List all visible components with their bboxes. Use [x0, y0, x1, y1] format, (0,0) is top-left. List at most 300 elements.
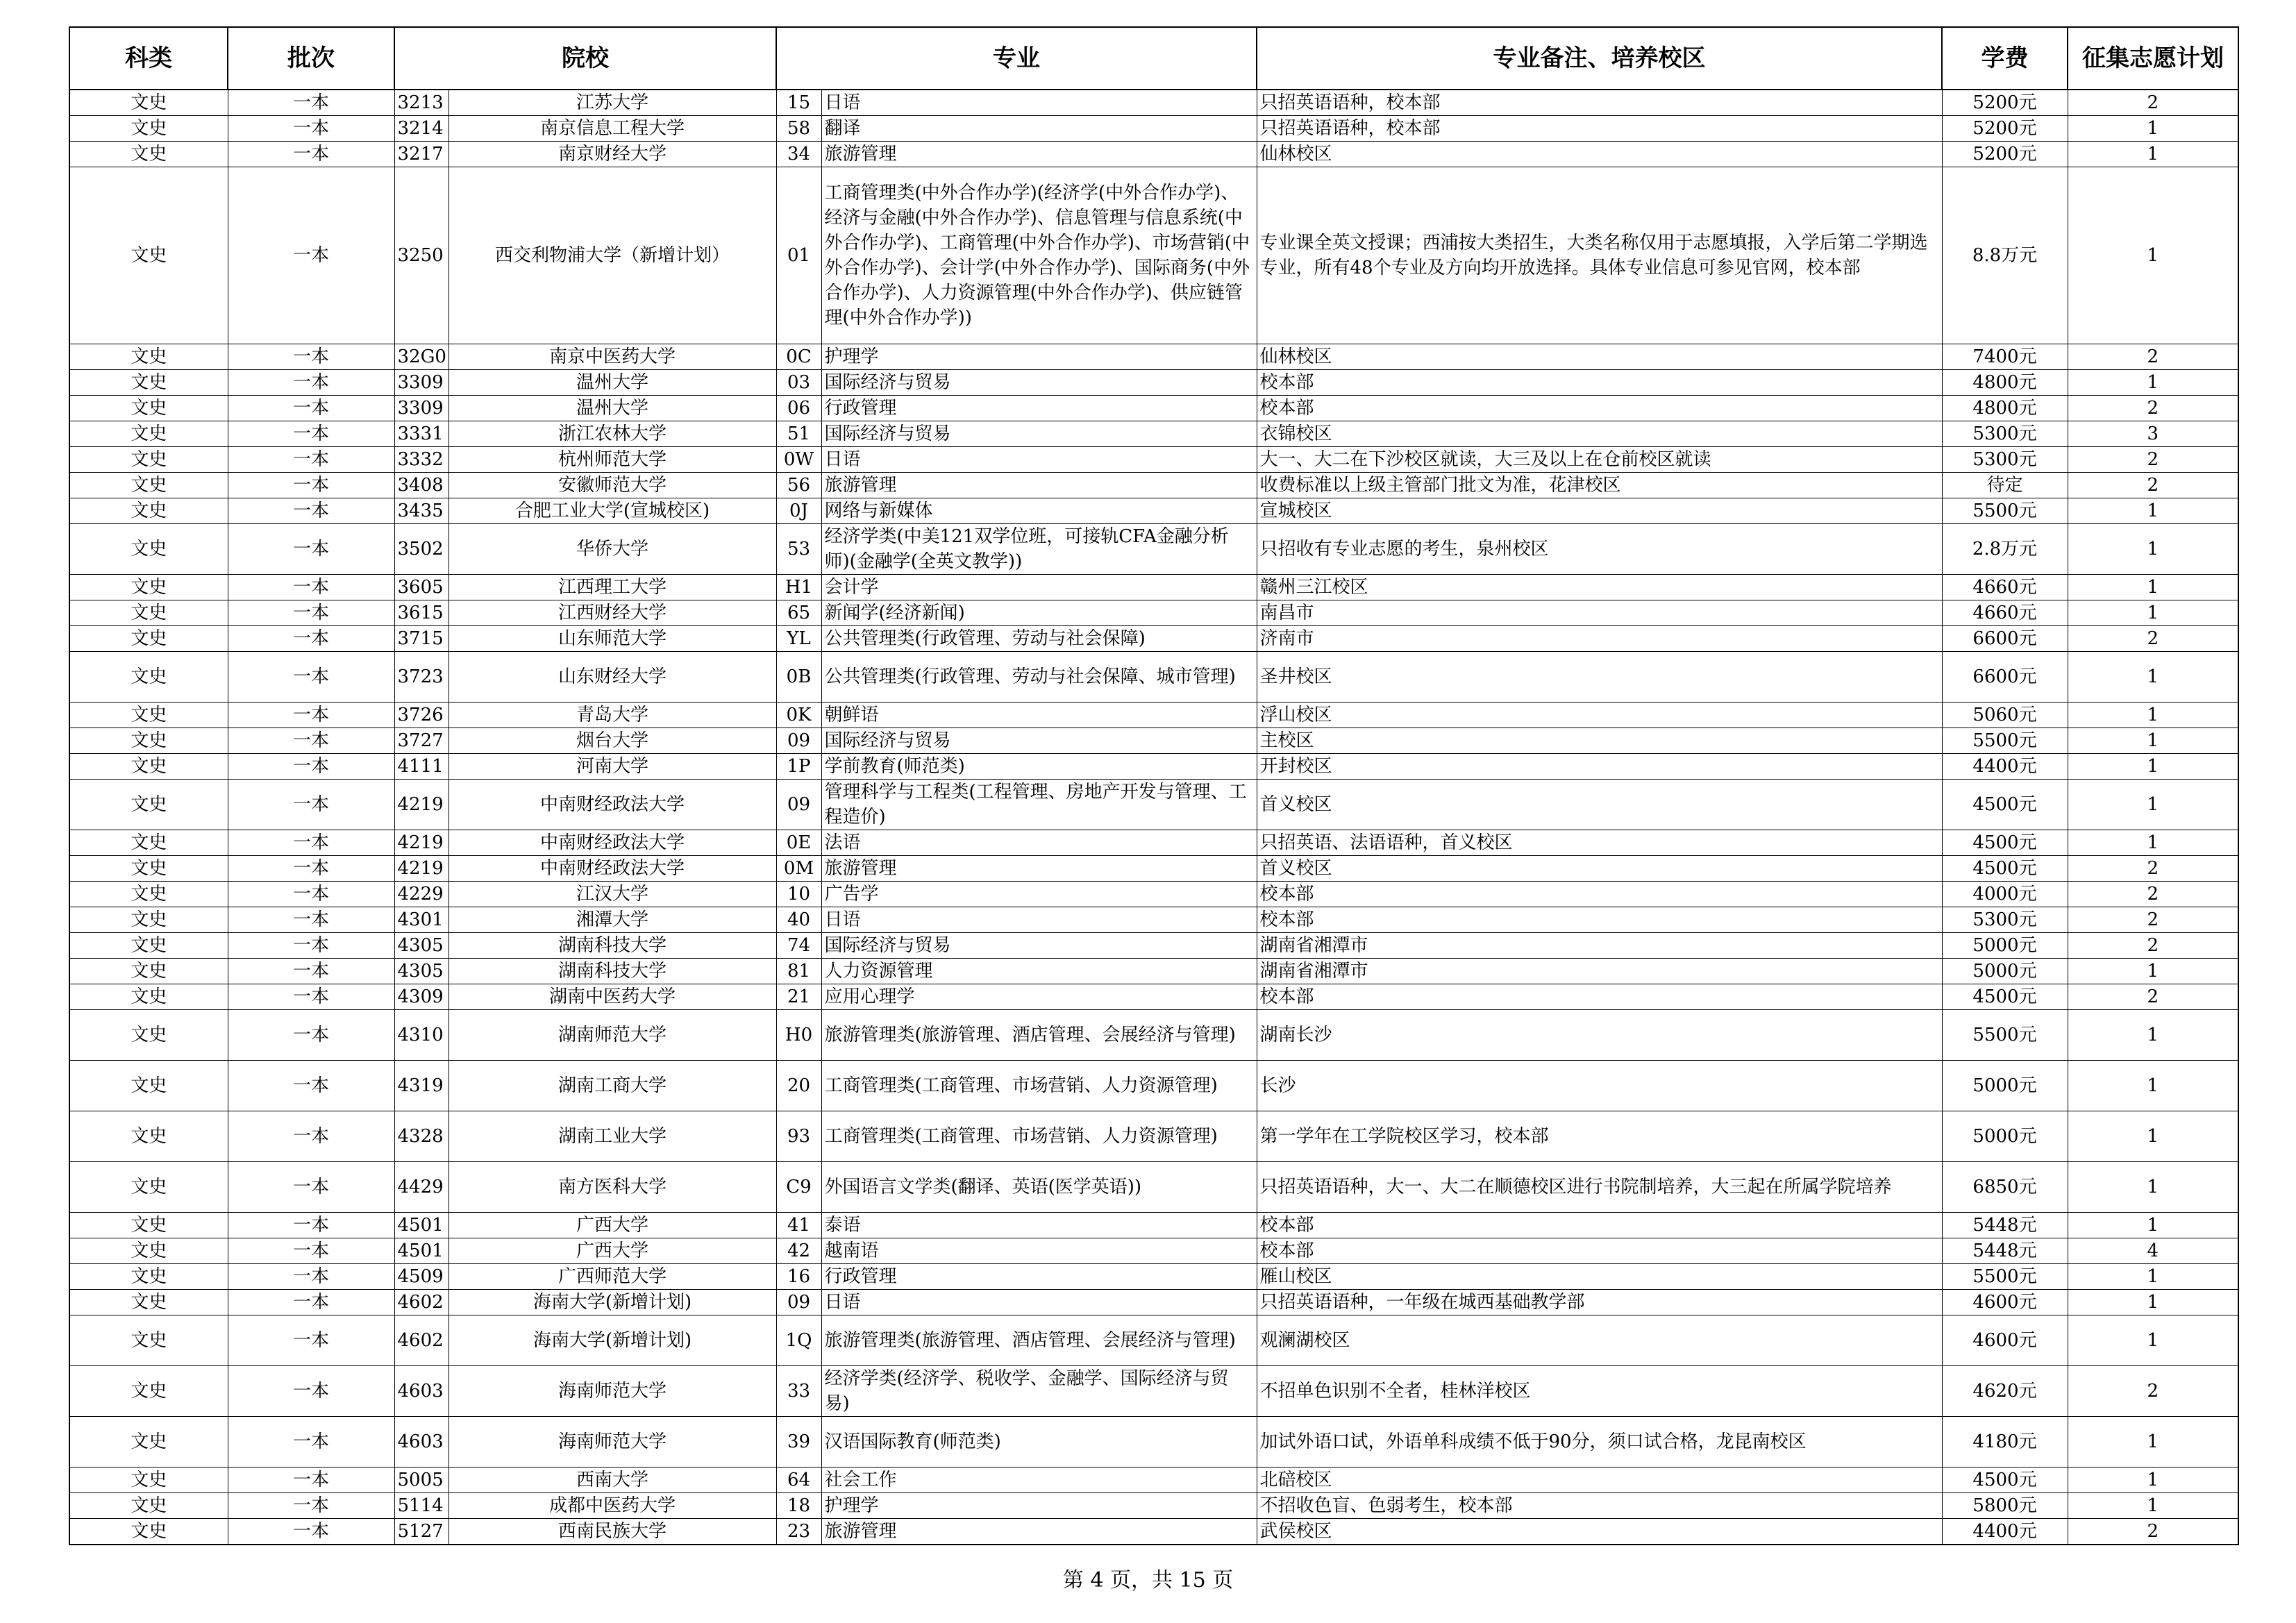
major-name-cell: 管理科学与工程类(工程管理、房地产开发与管理、工程造价)	[821, 780, 1257, 830]
school-name-cell: 广西师范大学	[449, 1264, 776, 1290]
school-name-cell: 温州大学	[449, 396, 776, 421]
batch-cell: 一本	[228, 1493, 394, 1519]
school-code-cell: 3726	[394, 703, 449, 728]
fee-cell: 4660元	[1942, 600, 2068, 626]
table-row	[69, 856, 2238, 882]
category-cell: 文史	[69, 90, 228, 116]
plan-count-cell: 1	[2068, 1417, 2238, 1468]
plan-count-cell: 1	[2068, 1493, 2238, 1519]
table-row	[69, 1010, 2238, 1061]
batch-cell: 一本	[228, 1366, 394, 1417]
major-code-cell: 39	[776, 1417, 821, 1468]
plan-count-cell: 2	[2068, 626, 2238, 652]
school-name-cell: 华侨大学	[449, 524, 776, 575]
school-code-cell: 4310	[394, 1010, 449, 1061]
major-note-cell: 校本部	[1257, 396, 1942, 421]
batch-cell: 一本	[228, 90, 394, 116]
table-row	[69, 447, 2238, 473]
fee-cell: 4500元	[1942, 1468, 2068, 1493]
major-code-cell: 09	[776, 1290, 821, 1315]
major-note-cell: 武侯校区	[1257, 1519, 1942, 1545]
school-name-cell: 江西财经大学	[449, 600, 776, 626]
major-note-cell: 圣井校区	[1257, 652, 1942, 703]
major-name-cell: 旅游管理	[821, 1519, 1257, 1545]
school-name-cell: 山东师范大学	[449, 626, 776, 652]
fee-cell: 5200元	[1942, 142, 2068, 167]
table-row	[69, 933, 2238, 959]
major-code-cell: 51	[776, 421, 821, 447]
batch-cell: 一本	[228, 396, 394, 421]
category-cell: 文史	[69, 473, 228, 498]
batch-cell: 一本	[228, 1111, 394, 1162]
school-code-cell: 3715	[394, 626, 449, 652]
batch-cell: 一本	[228, 600, 394, 626]
major-note-cell: 只招英语语种，校本部	[1257, 90, 1942, 116]
major-note-cell: 观澜湖校区	[1257, 1315, 1942, 1366]
plan-count-cell: 1	[2068, 754, 2238, 780]
category-cell: 文史	[69, 1264, 228, 1290]
school-code-cell: 3435	[394, 498, 449, 524]
fee-cell: 4500元	[1942, 780, 2068, 830]
school-code-cell: 3332	[394, 447, 449, 473]
fee-cell: 5448元	[1942, 1213, 2068, 1238]
category-cell: 文史	[69, 396, 228, 421]
school-name-cell: 合肥工业大学(宣城校区)	[449, 498, 776, 524]
school-name-cell: 湖南中医药大学	[449, 984, 776, 1010]
major-code-cell: 09	[776, 780, 821, 830]
plan-count-cell: 1	[2068, 167, 2238, 344]
page-footer: 第 4 页，共 15 页	[1062, 1568, 1234, 1592]
major-note-cell: 浮山校区	[1257, 703, 1942, 728]
table-row	[69, 1366, 2238, 1417]
batch-cell: 一本	[228, 1315, 394, 1366]
category-cell: 文史	[69, 652, 228, 703]
plan-count-cell: 2	[2068, 984, 2238, 1010]
major-code-cell: 0E	[776, 830, 821, 856]
major-code-cell: 0K	[776, 703, 821, 728]
plan-count-cell: 1	[2068, 1264, 2238, 1290]
batch-cell: 一本	[228, 830, 394, 856]
category-cell: 文史	[69, 498, 228, 524]
table-row	[69, 1417, 2238, 1468]
major-code-cell: 34	[776, 142, 821, 167]
school-code-cell: 4305	[394, 933, 449, 959]
table-row	[69, 142, 2238, 167]
school-code-cell: 32G0	[394, 344, 449, 370]
plan-count-cell: 1	[2068, 1213, 2238, 1238]
table-row	[69, 1162, 2238, 1213]
fee-cell: 5800元	[1942, 1493, 2068, 1519]
batch-cell: 一本	[228, 498, 394, 524]
major-note-cell: 首义校区	[1257, 780, 1942, 830]
category-cell: 文史	[69, 1315, 228, 1366]
major-name-cell: 旅游管理	[821, 856, 1257, 882]
school-code-cell: 4305	[394, 959, 449, 984]
fee-cell: 5000元	[1942, 933, 2068, 959]
category-cell: 文史	[69, 575, 228, 600]
major-code-cell: 10	[776, 882, 821, 907]
batch-cell: 一本	[228, 167, 394, 344]
major-note-cell: 只招英语语种，一年级在城西基础教学部	[1257, 1290, 1942, 1315]
school-name-cell: 江西理工大学	[449, 575, 776, 600]
category-cell: 文史	[69, 1111, 228, 1162]
school-name-cell: 中南财经政法大学	[449, 830, 776, 856]
header-school: 院校	[394, 27, 776, 90]
major-code-cell: 33	[776, 1366, 821, 1417]
school-name-cell: 西南大学	[449, 1468, 776, 1493]
batch-cell: 一本	[228, 1417, 394, 1468]
table-row	[69, 1315, 2238, 1366]
major-note-cell: 湖南省湘潭市	[1257, 933, 1942, 959]
school-code-cell: 5114	[394, 1493, 449, 1519]
major-name-cell: 汉语国际教育(师范类)	[821, 1417, 1257, 1468]
school-code-cell: 4219	[394, 780, 449, 830]
plan-count-cell: 1	[2068, 1010, 2238, 1061]
table-row	[69, 652, 2238, 703]
plan-count-cell: 1	[2068, 1468, 2238, 1493]
table-row	[69, 473, 2238, 498]
plan-count-cell: 2	[2068, 856, 2238, 882]
major-code-cell: 42	[776, 1238, 821, 1264]
batch-cell: 一本	[228, 421, 394, 447]
category-cell: 文史	[69, 116, 228, 142]
plan-count-cell: 2	[2068, 396, 2238, 421]
school-name-cell: 烟台大学	[449, 728, 776, 754]
plan-count-cell: 1	[2068, 142, 2238, 167]
major-name-cell: 法语	[821, 830, 1257, 856]
fee-cell: 6600元	[1942, 626, 2068, 652]
school-code-cell: 4603	[394, 1417, 449, 1468]
school-name-cell: 西交利物浦大学（新增计划）	[449, 167, 776, 344]
major-name-cell: 应用心理学	[821, 984, 1257, 1010]
major-note-cell: 只招收有专业志愿的考生，泉州校区	[1257, 524, 1942, 575]
plan-count-cell: 1	[2068, 1290, 2238, 1315]
fee-cell: 4500元	[1942, 984, 2068, 1010]
major-note-cell: 济南市	[1257, 626, 1942, 652]
category-cell: 文史	[69, 984, 228, 1010]
table-row	[69, 1493, 2238, 1519]
major-name-cell: 越南语	[821, 1238, 1257, 1264]
major-code-cell: 0J	[776, 498, 821, 524]
category-cell: 文史	[69, 421, 228, 447]
school-name-cell: 海南师范大学	[449, 1366, 776, 1417]
category-cell: 文史	[69, 1468, 228, 1493]
school-name-cell: 南京信息工程大学	[449, 116, 776, 142]
plan-count-cell: 2	[2068, 1519, 2238, 1545]
major-code-cell: 15	[776, 90, 821, 116]
plan-count-cell: 2	[2068, 447, 2238, 473]
category-cell: 文史	[69, 830, 228, 856]
major-note-cell: 开封校区	[1257, 754, 1942, 780]
table-row	[69, 780, 2238, 830]
school-name-cell: 成都中医药大学	[449, 1493, 776, 1519]
batch-cell: 一本	[228, 703, 394, 728]
major-note-cell: 主校区	[1257, 728, 1942, 754]
fee-cell: 4400元	[1942, 754, 2068, 780]
table-row	[69, 600, 2238, 626]
plan-count-cell: 1	[2068, 116, 2238, 142]
school-name-cell: 广西大学	[449, 1213, 776, 1238]
category-cell: 文史	[69, 1238, 228, 1264]
category-cell: 文史	[69, 626, 228, 652]
fee-cell: 4400元	[1942, 1519, 2068, 1545]
major-note-cell: 收费标准以上级主管部门批文为准，花津校区	[1257, 473, 1942, 498]
school-name-cell: 海南大学(新增计划)	[449, 1315, 776, 1366]
table-row	[69, 1238, 2238, 1264]
fee-cell: 5500元	[1942, 1010, 2068, 1061]
plan-count-cell: 2	[2068, 907, 2238, 933]
plan-count-cell: 1	[2068, 575, 2238, 600]
header-batch: 批次	[228, 27, 394, 90]
plan-count-cell: 1	[2068, 1162, 2238, 1213]
school-code-cell: 3250	[394, 167, 449, 344]
plan-count-cell: 1	[2068, 1315, 2238, 1366]
batch-cell: 一本	[228, 652, 394, 703]
fee-cell: 4180元	[1942, 1417, 2068, 1468]
fee-cell: 5200元	[1942, 90, 2068, 116]
major-code-cell: H1	[776, 575, 821, 600]
major-note-cell: 宣城校区	[1257, 498, 1942, 524]
school-code-cell: 3408	[394, 473, 449, 498]
major-note-cell: 只招英语、法语语种，首义校区	[1257, 830, 1942, 856]
major-code-cell: 93	[776, 1111, 821, 1162]
major-note-cell: 首义校区	[1257, 856, 1942, 882]
major-code-cell: 21	[776, 984, 821, 1010]
major-code-cell: H0	[776, 1010, 821, 1061]
batch-cell: 一本	[228, 754, 394, 780]
school-code-cell: 3615	[394, 600, 449, 626]
school-name-cell: 湖南科技大学	[449, 933, 776, 959]
major-note-cell: 南昌市	[1257, 600, 1942, 626]
school-name-cell: 湘潭大学	[449, 907, 776, 933]
batch-cell: 一本	[228, 370, 394, 396]
fee-cell: 4000元	[1942, 882, 2068, 907]
major-code-cell: YL	[776, 626, 821, 652]
table-row	[69, 396, 2238, 421]
school-name-cell: 湖南工商大学	[449, 1061, 776, 1111]
plan-count-cell: 1	[2068, 652, 2238, 703]
major-note-cell: 湖南长沙	[1257, 1010, 1942, 1061]
school-code-cell: 4501	[394, 1213, 449, 1238]
table-row	[69, 959, 2238, 984]
category-cell: 文史	[69, 1366, 228, 1417]
school-code-cell: 4328	[394, 1111, 449, 1162]
batch-cell: 一本	[228, 959, 394, 984]
batch-cell: 一本	[228, 728, 394, 754]
major-name-cell: 国际经济与贸易	[821, 933, 1257, 959]
major-note-cell: 校本部	[1257, 882, 1942, 907]
school-code-cell: 3309	[394, 396, 449, 421]
major-code-cell: 1P	[776, 754, 821, 780]
major-code-cell: 06	[776, 396, 821, 421]
fee-cell: 7400元	[1942, 344, 2068, 370]
fee-cell: 6850元	[1942, 1162, 2068, 1213]
category-cell: 文史	[69, 1010, 228, 1061]
major-name-cell: 旅游管理类(旅游管理、酒店管理、会展经济与管理)	[821, 1010, 1257, 1061]
fee-cell: 4800元	[1942, 396, 2068, 421]
major-name-cell: 护理学	[821, 344, 1257, 370]
batch-cell: 一本	[228, 1010, 394, 1061]
category-cell: 文史	[69, 1493, 228, 1519]
major-note-cell: 专业课全英文授课；西浦按大类招生，大类名称仅用于志愿填报，入学后第二学期选专业，所有48个专业及方向均开放选择。具体专业信息可参见官网，校本部	[1257, 167, 1942, 344]
fee-cell: 5448元	[1942, 1238, 2068, 1264]
batch-cell: 一本	[228, 984, 394, 1010]
major-note-cell: 只招英语语种，校本部	[1257, 116, 1942, 142]
major-code-cell: 64	[776, 1468, 821, 1493]
batch-cell: 一本	[228, 575, 394, 600]
plan-count-cell: 1	[2068, 959, 2238, 984]
school-code-cell: 3723	[394, 652, 449, 703]
table-row	[69, 626, 2238, 652]
major-code-cell: 53	[776, 524, 821, 575]
major-name-cell: 新闻学(经济新闻)	[821, 600, 1257, 626]
school-code-cell: 3502	[394, 524, 449, 575]
major-code-cell: 0C	[776, 344, 821, 370]
major-note-cell: 校本部	[1257, 370, 1942, 396]
plan-count-cell: 3	[2068, 421, 2238, 447]
batch-cell: 一本	[228, 344, 394, 370]
major-note-cell: 校本部	[1257, 907, 1942, 933]
fee-cell: 5300元	[1942, 907, 2068, 933]
fee-cell: 4500元	[1942, 830, 2068, 856]
school-name-cell: 南京中医药大学	[449, 344, 776, 370]
table-row	[69, 882, 2238, 907]
header-plan: 征集志愿计划	[2068, 27, 2238, 90]
category-cell: 文史	[69, 703, 228, 728]
category-cell: 文史	[69, 344, 228, 370]
school-name-cell: 海南师范大学	[449, 1417, 776, 1468]
table-row	[69, 167, 2238, 344]
major-name-cell: 学前教育(师范类)	[821, 754, 1257, 780]
school-code-cell: 3213	[394, 90, 449, 116]
fee-cell: 5500元	[1942, 728, 2068, 754]
major-note-cell: 北碚校区	[1257, 1468, 1942, 1493]
category-cell: 文史	[69, 856, 228, 882]
major-name-cell: 行政管理	[821, 1264, 1257, 1290]
category-cell: 文史	[69, 370, 228, 396]
batch-cell: 一本	[228, 856, 394, 882]
table-row	[69, 1468, 2238, 1493]
major-code-cell: 81	[776, 959, 821, 984]
fee-cell: 5500元	[1942, 498, 2068, 524]
fee-cell: 6600元	[1942, 652, 2068, 703]
major-code-cell: 58	[776, 116, 821, 142]
table-row	[69, 116, 2238, 142]
major-name-cell: 工商管理类(工商管理、市场营销、人力资源管理)	[821, 1111, 1257, 1162]
table-row	[69, 1213, 2238, 1238]
category-cell: 文史	[69, 1417, 228, 1468]
fee-cell: 5000元	[1942, 1061, 2068, 1111]
table-row	[69, 1290, 2238, 1315]
school-code-cell: 4603	[394, 1366, 449, 1417]
table-row	[69, 1264, 2238, 1290]
fee-cell: 5300元	[1942, 447, 2068, 473]
major-name-cell: 日语	[821, 907, 1257, 933]
header-major: 专业	[776, 27, 1257, 90]
category-cell: 文史	[69, 1519, 228, 1545]
major-name-cell: 公共管理类(行政管理、劳动与社会保障、城市管理)	[821, 652, 1257, 703]
batch-cell: 一本	[228, 473, 394, 498]
major-note-cell: 仙林校区	[1257, 142, 1942, 167]
school-name-cell: 安徽师范大学	[449, 473, 776, 498]
table-row	[69, 90, 2238, 116]
major-code-cell: 20	[776, 1061, 821, 1111]
category-cell: 文史	[69, 1213, 228, 1238]
batch-cell: 一本	[228, 933, 394, 959]
major-name-cell: 行政管理	[821, 396, 1257, 421]
major-name-cell: 朝鲜语	[821, 703, 1257, 728]
school-code-cell: 4219	[394, 830, 449, 856]
category-cell: 文史	[69, 142, 228, 167]
major-note-cell: 湖南省湘潭市	[1257, 959, 1942, 984]
category-cell: 文史	[69, 882, 228, 907]
school-code-cell: 3331	[394, 421, 449, 447]
major-name-cell: 泰语	[821, 1213, 1257, 1238]
major-note-cell: 不招单色识别不全者，桂林洋校区	[1257, 1366, 1942, 1417]
school-code-cell: 4229	[394, 882, 449, 907]
fee-cell: 5000元	[1942, 959, 2068, 984]
major-note-cell: 只招英语语种，大一、大二在顺德校区进行书院制培养，大三起在所属学院培养	[1257, 1162, 1942, 1213]
school-name-cell: 江苏大学	[449, 90, 776, 116]
major-code-cell: 65	[776, 600, 821, 626]
major-name-cell: 旅游管理类(旅游管理、酒店管理、会展经济与管理)	[821, 1315, 1257, 1366]
fee-cell: 2.8万元	[1942, 524, 2068, 575]
category-cell: 文史	[69, 754, 228, 780]
category-cell: 文史	[69, 447, 228, 473]
category-cell: 文史	[69, 1290, 228, 1315]
major-name-cell: 经济学类(中美121双学位班，可接轨CFA金融分析师)(金融学(全英文教学))	[821, 524, 1257, 575]
school-name-cell: 浙江农林大学	[449, 421, 776, 447]
major-name-cell: 护理学	[821, 1493, 1257, 1519]
table-row	[69, 728, 2238, 754]
major-name-cell: 外国语言文学类(翻译、英语(医学英语))	[821, 1162, 1257, 1213]
school-code-cell: 4509	[394, 1264, 449, 1290]
school-name-cell: 青岛大学	[449, 703, 776, 728]
category-cell: 文史	[69, 1162, 228, 1213]
major-note-cell: 第一学年在工学院校区学习，校本部	[1257, 1111, 1942, 1162]
major-code-cell: 0M	[776, 856, 821, 882]
batch-cell: 一本	[228, 1162, 394, 1213]
major-code-cell: 09	[776, 728, 821, 754]
school-code-cell: 4309	[394, 984, 449, 1010]
category-cell: 文史	[69, 600, 228, 626]
table-row	[69, 1061, 2238, 1111]
fee-cell: 4660元	[1942, 575, 2068, 600]
table-row	[69, 575, 2238, 600]
table-row	[69, 703, 2238, 728]
major-name-cell: 人力资源管理	[821, 959, 1257, 984]
plan-count-cell: 1	[2068, 370, 2238, 396]
plan-count-cell: 1	[2068, 728, 2238, 754]
batch-cell: 一本	[228, 524, 394, 575]
school-name-cell: 温州大学	[449, 370, 776, 396]
batch-cell: 一本	[228, 447, 394, 473]
major-name-cell: 日语	[821, 1290, 1257, 1315]
major-code-cell: 18	[776, 1493, 821, 1519]
school-name-cell: 湖南师范大学	[449, 1010, 776, 1061]
batch-cell: 一本	[228, 1519, 394, 1545]
school-code-cell: 4501	[394, 1238, 449, 1264]
fee-cell: 5200元	[1942, 116, 2068, 142]
header-fee: 学费	[1942, 27, 2068, 90]
batch-cell: 一本	[228, 1290, 394, 1315]
plan-count-cell: 1	[2068, 1061, 2238, 1111]
major-note-cell: 衣锦校区	[1257, 421, 1942, 447]
fee-cell: 5000元	[1942, 1111, 2068, 1162]
header-row	[69, 27, 2238, 90]
major-name-cell: 经济学类(经济学、税收学、金融学、国际经济与贸易)	[821, 1366, 1257, 1417]
batch-cell: 一本	[228, 1213, 394, 1238]
